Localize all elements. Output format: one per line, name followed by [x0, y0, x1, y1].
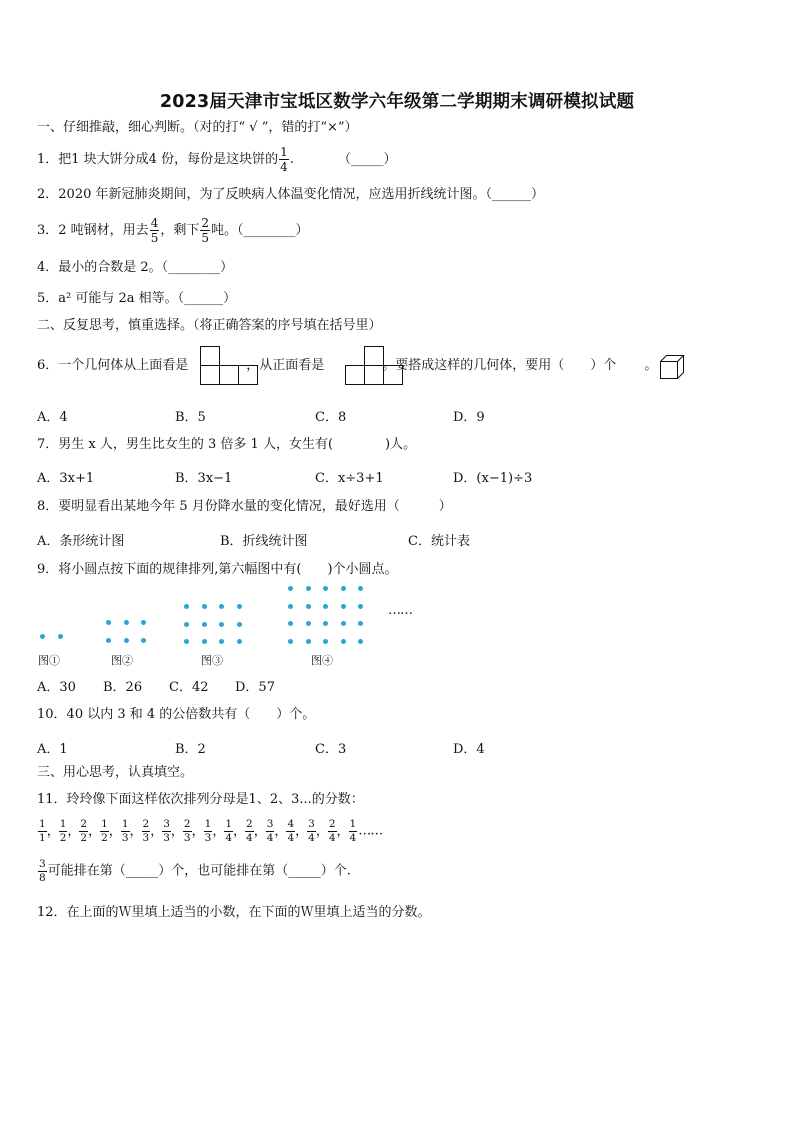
figure-3-dot [184, 604, 189, 609]
figure-3-dot [237, 639, 242, 644]
q9-option-c: C．42 [169, 680, 209, 695]
question-6: 6．一个几何体从上面看是 ，从正面看是 。要搭成这样的几何体，要用（ ）个 。 [37, 358, 658, 373]
figure-2-dot [141, 638, 146, 643]
q7-option-b: B．3x−1 [175, 471, 233, 486]
section-2-heading: 二、反复思考，慎重选择。（将正确答案的序号填在括号里） [37, 318, 382, 333]
question-1: 1．把1 块大饼分成4 份，每份是这块饼的 $\frac{1}{4}$ . （_____） [37, 145, 397, 174]
figure-2-dot [106, 620, 111, 625]
question-12: 12．在上面的Ｗ里填上适当的小数，在下面的Ｗ里填上适当的分数。 [37, 905, 431, 920]
figure-2-caption: 图② [111, 654, 133, 667]
question-10: 10．40 以内 3 和 4 的公倍数共有（ ）个。 [37, 707, 316, 722]
q9-option-b: B．26 [103, 680, 143, 695]
question-4: 4．最小的合数是 2。（________） [37, 260, 234, 275]
q6-option-d: D．9 [453, 410, 485, 425]
q9-option-d: D．57 [235, 680, 275, 695]
sequence-fraction: $\frac{1}{4}$ [225, 818, 233, 844]
figure-3-dot [202, 639, 207, 644]
figure-3-dot [219, 622, 224, 627]
q7-option-c: C．x÷3+1 [315, 471, 384, 486]
q6-option-a: A．4 [37, 410, 68, 425]
q7-option-d: D．(x−1)÷3 [453, 471, 533, 486]
figure-4-dot [306, 586, 311, 591]
question-1-text: 1．把1 块大饼分成4 份，每份是这块饼的 [37, 152, 279, 167]
figure-4-dot [358, 621, 363, 626]
figure-3-dot [219, 604, 224, 609]
question-9: 9．将小圆点按下面的规律排列,第六幅图中有( )个小圆点。 [37, 562, 398, 577]
sequence-fraction: $\frac{2}{4}$ [328, 818, 336, 844]
figure-4-dot [323, 639, 328, 644]
figure-4-dot [341, 586, 346, 591]
sequence-fraction: $\frac{3}{3}$ [163, 818, 170, 844]
question-11: 11．玲玲像下面这样依次排列分母是1、2、3...的分数： [37, 792, 364, 807]
figure-3-dot [184, 639, 189, 644]
section-1-heading: 一、仔细推敲，细心判断。（对的打“ √ ”，错的打“×”） [37, 120, 358, 135]
figure-3-dot [184, 622, 189, 627]
q8-option-a: A．条形统计图 [37, 534, 125, 549]
q7-option-a: A．3x+1 [37, 471, 95, 486]
figure-4-dot [358, 639, 363, 644]
sequence-fraction: $\frac{3}{4}$ [266, 818, 274, 844]
q10-option-d: D．4 [453, 742, 485, 757]
fraction-sequence: $\frac{1}{1}$ ， $\frac{1}{2}$ ， $\frac{2}{2}$ ， $\frac{1}{2}$ ， $\frac{1}{3}$ ， $\frac{2}{3}$ ， $\frac{3}{3}$ ， $\frac{2}{3}$ ， $\frac{1}{3}$ ， $\frac{1}{4}$ ， $\frac{2}{4}$ ， $\frac{3}{4}$ ， $\frac{4}{4}$ ， $\frac{3}{4}$ ， $\frac{2}{4}$ ， $\frac{1}{4}$ …… [39, 818, 383, 844]
figure-3-dot [219, 639, 224, 644]
figure-4-dot [341, 621, 346, 626]
sequence-fraction: $\frac{2}{2}$ [80, 818, 88, 844]
sequence-fraction: $\frac{1}{2}$ [101, 818, 108, 844]
figure-3-dot [202, 604, 207, 609]
figure-3-dot [237, 604, 242, 609]
sequence-fraction: $\frac{2}{3}$ [183, 818, 191, 844]
figure-3-dot [237, 622, 242, 627]
sequence-fraction: $\frac{1}{4}$ [349, 818, 357, 844]
sequence-fraction: $\frac{1}{3}$ [121, 818, 129, 844]
figure-1-dot [58, 634, 63, 639]
figure-4-dot [358, 604, 363, 609]
q10-option-c: C．3 [315, 742, 347, 757]
figure-4-dot [288, 604, 293, 609]
front-view-figure [345, 346, 405, 386]
top-view-figure [200, 346, 260, 386]
figure-3-caption: 图③ [201, 654, 223, 667]
figure-1-dot [40, 634, 45, 639]
sequence-fraction: $\frac{4}{4}$ [287, 818, 295, 844]
figure-3-dot [202, 622, 207, 627]
question-11-target-fraction: $\frac{3}{8}$ [39, 858, 46, 884]
sequence-fraction: $\frac{1}{2}$ [59, 818, 67, 844]
figure-2-dot [106, 638, 111, 643]
figure-2-dot [124, 620, 129, 625]
question-8: 8．要明显看出某地今年 5 月份降水量的变化情况，最好选用（ ） [37, 499, 452, 514]
q9-option-a: A．30 [37, 680, 76, 695]
sequence-fraction: $\frac{1}{3}$ [204, 818, 212, 844]
page-title: 2023届天津市宝坻区数学六年级第二学期期末调研模拟试题 [159, 92, 635, 112]
question-1-fraction: $\frac{1}{4}$ [280, 145, 288, 174]
q10-option-b: B．2 [175, 742, 206, 757]
figure-1-caption: 图① [38, 654, 60, 667]
sequence-fraction: $\frac{2}{3}$ [142, 818, 150, 844]
figure-4-dot [306, 604, 311, 609]
figure-4-dot [288, 586, 293, 591]
figure-2-dot [141, 620, 146, 625]
sequence-fraction: $\frac{1}{1}$ [39, 818, 46, 844]
figure-4-dot [341, 639, 346, 644]
figure-4-dot [323, 621, 328, 626]
figure-4-dot [358, 586, 363, 591]
figure-4-dot [323, 604, 328, 609]
cube-icon [660, 355, 686, 379]
q6-option-b: B．5 [175, 410, 206, 425]
question-3: 3．2 吨钢材，用去 $\frac{4}{5}$ ，剩下 $\frac{2}{5}$ 吨。（________） [37, 216, 309, 245]
section-3-heading: 三、用心思考，认真填空。 [37, 765, 194, 780]
q8-option-c: C．统计表 [408, 534, 470, 549]
dots-ellipsis: …… [388, 603, 412, 618]
figure-4-dot [288, 621, 293, 626]
figure-4-dot [341, 604, 346, 609]
question-3-fraction-left: $\frac{2}{5}$ [201, 216, 209, 245]
sequence-ellipsis: …… [358, 823, 383, 839]
figure-4-dot [306, 639, 311, 644]
question-3-fraction-used: $\frac{4}{5}$ [150, 216, 159, 245]
figure-4-dot [306, 621, 311, 626]
question-5: 5．a² 可能与 2a 相等。（______） [37, 291, 237, 306]
question-1-blank: （_____） [338, 152, 397, 167]
figure-4-caption: 图④ [311, 654, 333, 667]
sequence-fraction: $\frac{2}{4}$ [246, 818, 253, 844]
q8-option-b: B．折线统计图 [220, 534, 308, 549]
figure-2-dot [124, 638, 129, 643]
figure-4-dot [288, 639, 293, 644]
question-7: 7．男生 x 人，男生比女生的 3 倍多 1 人，女生有( )人。 [37, 437, 417, 452]
question-2: 2．2020 年新冠肺炎期间，为了反映病人体温变化情况，应选用折线统计图。（______） [37, 187, 544, 202]
q6-option-c: C．8 [315, 410, 347, 425]
sequence-fraction: $\frac{3}{4}$ [308, 818, 315, 844]
q10-option-a: A．1 [37, 742, 68, 757]
figure-4-dot [323, 586, 328, 591]
question-11-blanks: $\frac{3}{8}$ 可能排在第（_____）个，也可能排在第（_____）个. [39, 858, 351, 884]
